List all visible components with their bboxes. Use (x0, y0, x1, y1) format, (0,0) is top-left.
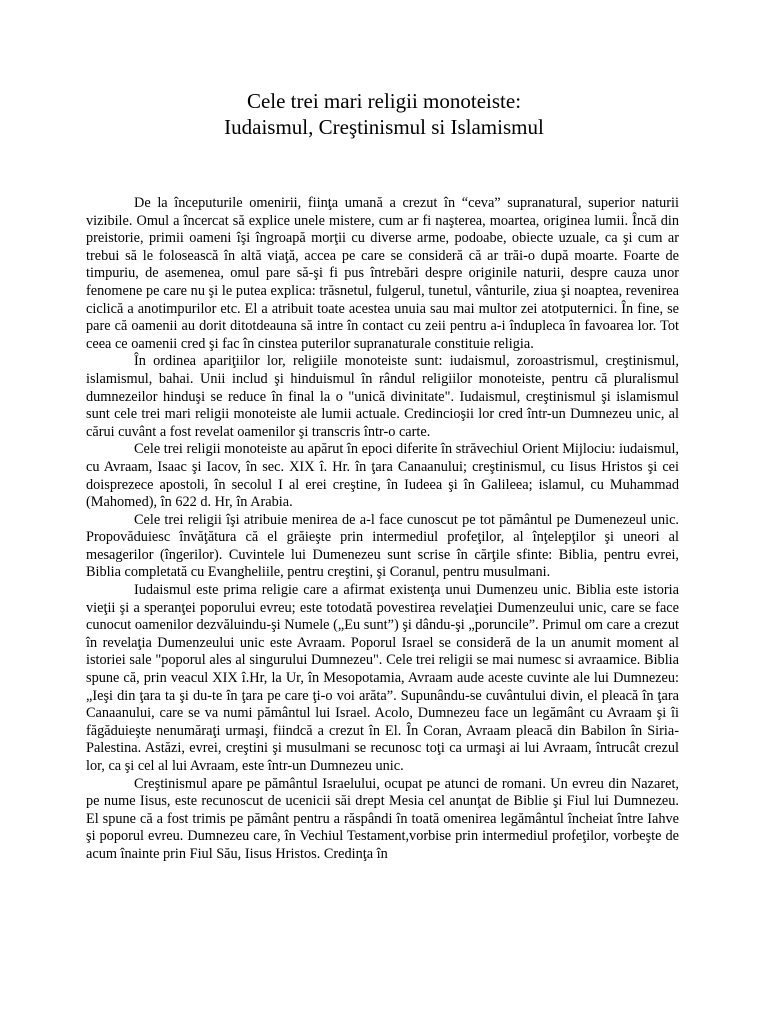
page-title (0, 88, 768, 140)
title-line-2: Iudaismul, Creştinismul si Islamismul (224, 115, 544, 139)
document-body (86, 195, 679, 864)
paragraph: Cele trei religii îşi atribuie menirea de a-l face cunoscut pe tot pământul pe Dumenezeul unic. Propovăduiesc învăţătura că el grăieşte prin intermediul profeţilor, al înţelepţilor şi uneori al mesagerilor (îngerilor). Cuvintele lui Dumenezeu sunt scrise în cărţile sfinte: Biblia, pentru evrei, Biblia completată cu Evangheliile, pentru creştini, şi Coranul, pentru musulmani. (86, 511, 679, 581)
paragraph: Cele trei religii monoteiste au apărut în epoci diferite în străvechiul Orient Mijlociu: iudaismul, cu Avraam, Isaac şi Iacov, în sec. XIX î. Hr. în ţara Canaanului; creştinismul, cu Iisus Hristos şi cei doisprezece apostoli, în secolul I al erei creştine, în Iudeea şi în Galileea; islamul, cu Muhammad (Mahomed), în 622 d. Hr, în Arabia. (86, 441, 679, 511)
paragraph: În ordinea apariţiilor lor, religiile monoteiste sunt: iudaismul, zoroastrismul, creştinismul, islamismul, bahai. Unii includ şi hinduismul în rândul religiilor monoteiste, pentru că pluralismul dumnezeilor hinduşi se reduce în final la o "unică divinitate". Iudaismul, creştinismul şi islamismul sunt cele trei mari religii monoteiste ale lumii actuale. Credincioşii lor cred într-un Dumnezeu unic, al cărui cuvânt a fost revelat oamenilor şi transcris într-o carte. (86, 353, 679, 440)
title-line-1: Cele trei mari religii monoteiste: (246, 89, 522, 113)
paragraph: De la începuturile omenirii, fiinţa umană a crezut în “ceva” supranatural, superior naturii vizibile. Omul a încercat să explice unele mistere, cum ar fi naşterea, moartea, originea lumii. Încă din preistorie, primii oameni îşi îngroapă morţii cu diverse arme, podoabe, obiecte uzuale, ca şi cum ar trebui să le folosească în altă viaţă, accea pe care se consideră că ar trăi-o după moarte. Foarte de timpuriu, de asemenea, omul pare să-şi fi pus întrebări despre originile naturii, despre cauza unor fenomene pe care nu şi le putea explica: trăsnetul, fulgerul, tunetul, vânturile, ziua şi noaptea, revenirea ciclică a anotimpurilor etc. El a atribuit toate acestea unuia sau mai multor zei atotputernici. În fine, se pare că oamenii au dorit ditotdeauna să intre în contact cu zeii pentru a-i îndupleca în favoarea lor. Tot ceea ce oamenii cred şi fac în cinstea puterilor supranaturale constituie religia. (86, 195, 679, 352)
paragraph: Iudaismul este prima religie care a afirmat existenţa unui Dumenzeu unic. Biblia este istoria vieţii şi a speranţei poporului evreu; este totodată povestirea revelaţiei Dumenzeului unic, care se face cunocut oamenilor dezvăluindu-şi Numele („Eu sunt”) şi dându-şi „poruncile”. Primul om care a crezut în revelaţia Dumenzeului unic este Avraam. Poporul Israel se consideră de la un anumit moment al istoriei sale "poporul ales al singurului Dumnezeu". Cele trei religii se mai numesc si avraamice. Biblia spune că, prin veacul XIX î.Hr, la Ur, în Mesopotamia, Avraam aude aceste cuvinte ale lui Dumnezeu: „Ieşi din ţara ta şi du-te în ţara pe care ţi-o voi arăta”. Supunându-se cuvântului divin, el pleacă în ţara Canaanului, care se va numi pământul lui Israel. Acolo, Dumnezeu face un legământ cu Avraam şi îi făgăduieşte nenumăraţi urmaşi, fiindcă a crezut în El. În Coran, Avraam pleacă din Babilon în Siria-Palestina. Astăzi, evrei, creştini şi musulmani se recunosc toţi ca urmaşi ai lui Avraam, întrucât crezul lor, ca şi cel al lui Avraam, este într-un Dumnezeu unic. (86, 582, 679, 774)
paragraph: Creştinismul apare pe pământul Israelului, ocupat pe atunci de romani. Un evreu din Nazaret, pe nume Iisus, este recunoscut de ucenicii săi drept Mesia cel anunţat de Biblie şi Fiul lui Dumnezeu. El spune că a fost trimis pe pământ pentru a răspândi în toată omenirea legământul încheiat între Iahve şi poporul evreu. Dumnezeu care, în Vechiul Testament,vorbise prin intermediul profeţilor, vorbeşte de acum înainte prin Fiul Său, Iisus Hristos. Credinţa în (86, 775, 679, 862)
